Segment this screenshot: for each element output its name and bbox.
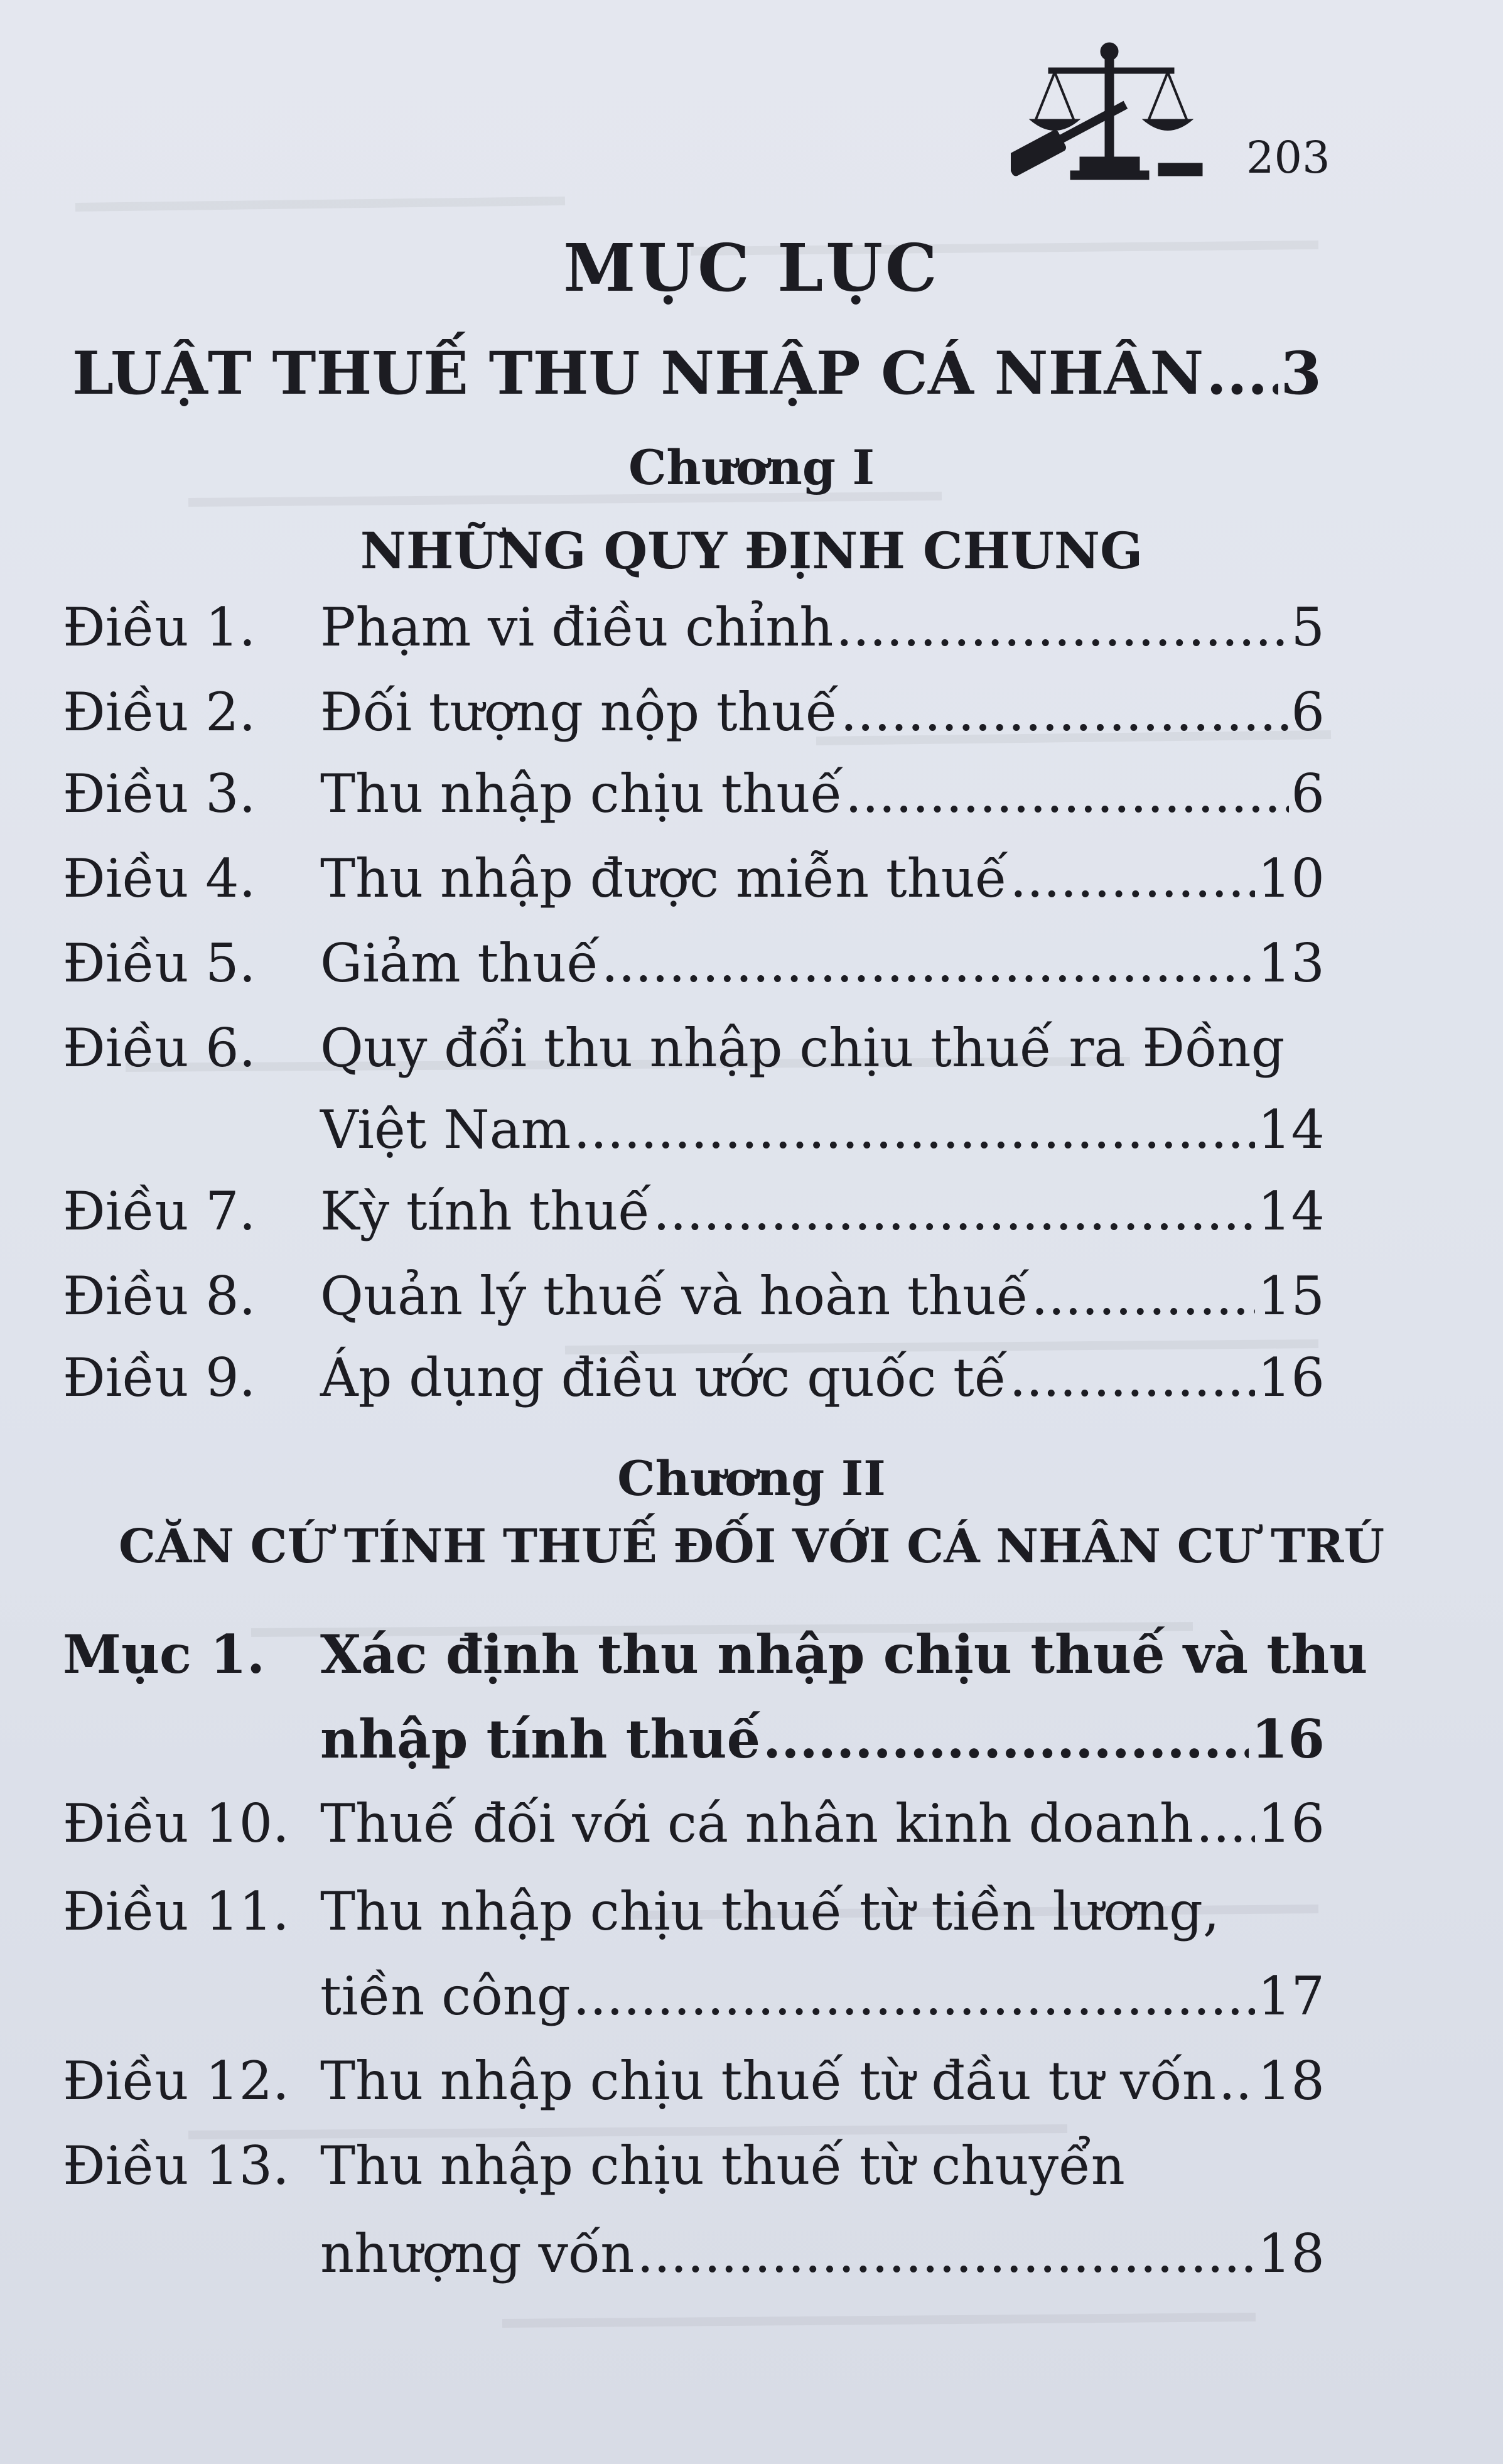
- section-page: 16: [1251, 1708, 1325, 1770]
- entry-label: Điều 6.: [63, 1017, 256, 1079]
- entry-title-cont: nhượng vốn: [320, 2223, 635, 2284]
- toc-entry[interactable]: [63, 597, 1325, 658]
- dot-leader: [1032, 1265, 1255, 1327]
- chapter-1-name: NHỮNG QUY ĐỊNH CHUNG: [360, 521, 1143, 580]
- toc-title: MỤC LỤC: [563, 229, 940, 306]
- toc-section-entry[interactable]: [63, 1623, 1368, 1685]
- toc-entry-continuation[interactable]: [63, 2223, 1325, 2284]
- chapter-1-number: Chương I: [628, 440, 875, 495]
- dot-leader: [601, 932, 1255, 994]
- entry-title-cont: Việt Nam: [320, 1099, 571, 1160]
- entry-title: Thu nhập được miễn thuế: [320, 848, 1008, 909]
- page-number: 203: [1246, 132, 1330, 183]
- dot-leader: [841, 681, 1289, 743]
- dot-leader: [836, 597, 1288, 658]
- section-title: Xác định thu nhập chịu thuế và thu: [320, 1623, 1368, 1685]
- entry-label: Điều 1.: [63, 597, 256, 658]
- entry-label: Điều 12.: [63, 2050, 289, 2112]
- dot-leader: [573, 1965, 1256, 2027]
- entry-label: Điều 7.: [63, 1181, 256, 1242]
- entry-label: Điều 11.: [63, 1881, 289, 1942]
- entry-page: 6: [1291, 763, 1325, 824]
- entry-label: Điều 8.: [63, 1265, 256, 1327]
- toc-entry[interactable]: [63, 2050, 1325, 2112]
- dot-leader: [845, 763, 1288, 824]
- entry-page: 16: [1258, 1793, 1325, 1854]
- entry-title: Phạm vi điều chỉnh: [320, 597, 834, 658]
- dot-leader: [573, 1099, 1255, 1160]
- toc-entry[interactable]: [63, 932, 1325, 994]
- entry-label: Điều 3.: [63, 763, 256, 824]
- toc-entry-continuation[interactable]: [63, 1965, 1325, 2027]
- dot-leader: [1219, 2050, 1255, 2112]
- dot-leader: [653, 1181, 1255, 1242]
- toc-law-title-row[interactable]: [72, 339, 1322, 408]
- toc-entry[interactable]: [63, 2135, 1325, 2197]
- scales-of-justice-icon: [1011, 38, 1224, 182]
- entry-title: Giảm thuế: [320, 932, 600, 994]
- entry-title: Thu nhập chịu thuế: [320, 763, 843, 824]
- entry-title: Thuế đối với cá nhân kinh doanh: [320, 1793, 1194, 1854]
- entry-label: Điều 5.: [63, 932, 256, 994]
- toc-entry[interactable]: [63, 1793, 1325, 1854]
- entry-page: 18: [1258, 2223, 1325, 2284]
- toc-entry[interactable]: [63, 1881, 1325, 1942]
- entry-title: Thu nhập chịu thuế từ tiền lương,: [320, 1881, 1220, 1942]
- toc-entry[interactable]: [63, 681, 1325, 743]
- dot-leader: [1010, 1347, 1256, 1408]
- entry-label: Điều 4.: [63, 848, 256, 909]
- entry-page: 17: [1258, 1965, 1325, 2027]
- dot-leader: [763, 1708, 1249, 1770]
- entry-page: 5: [1291, 597, 1325, 658]
- chapter-2-name: CĂN CỨ TÍNH THUẾ ĐỐI VỚI CÁ NHÂN CƯ TRÚ: [118, 1520, 1385, 1574]
- law-title-label: LUẬT THUẾ THU NHẬP CÁ NHÂN: [72, 339, 1204, 408]
- entry-label: Điều 13.: [63, 2135, 289, 2197]
- entry-title: Quy đổi thu nhập chịu thuế ra Đồng: [320, 1017, 1285, 1079]
- entry-title: Áp dụng điều ước quốc tế: [320, 1347, 1007, 1408]
- chapter-2-number: Chương II: [617, 1451, 886, 1506]
- toc-entry[interactable]: [63, 1181, 1325, 1242]
- dot-leader: [1010, 848, 1256, 909]
- entry-title: Thu nhập chịu thuế từ chuyển: [320, 2135, 1125, 2197]
- toc-section-continuation[interactable]: [63, 1708, 1325, 1770]
- entry-title: Quản lý thuế và hoàn thuế: [320, 1265, 1029, 1327]
- entry-page: 14: [1258, 1099, 1325, 1160]
- toc-entry[interactable]: [63, 763, 1325, 824]
- entry-title: Kỳ tính thuế: [320, 1181, 651, 1242]
- entry-page: 18: [1258, 2050, 1325, 2112]
- entry-page: 6: [1291, 681, 1325, 743]
- entry-title-cont: tiền công: [320, 1965, 571, 2027]
- toc-entry[interactable]: [63, 1265, 1325, 1327]
- entry-page: 14: [1258, 1181, 1325, 1242]
- entry-title: Thu nhập chịu thuế từ đầu tư vốn: [320, 2050, 1216, 2112]
- toc-entry[interactable]: [63, 1017, 1325, 1079]
- section-title-cont: nhập tính thuế: [320, 1708, 761, 1770]
- entry-page: 15: [1258, 1265, 1325, 1327]
- section-label: Mục 1.: [63, 1623, 266, 1685]
- entry-label: Điều 10.: [63, 1793, 289, 1854]
- toc-entry[interactable]: [63, 848, 1325, 909]
- dot-leader: [637, 2223, 1255, 2284]
- law-title-page: 3: [1280, 339, 1322, 408]
- entry-label: Điều 9.: [63, 1347, 256, 1408]
- entry-label: Điều 2.: [63, 681, 256, 743]
- entry-page: 13: [1258, 932, 1325, 994]
- dot-leader: [1196, 1793, 1255, 1854]
- dot-leader: [1206, 339, 1278, 408]
- entry-page: 10: [1258, 848, 1325, 909]
- toc-entry[interactable]: [63, 1347, 1325, 1408]
- entry-page: 16: [1258, 1347, 1325, 1408]
- toc-entry-continuation[interactable]: [63, 1099, 1325, 1160]
- entry-title: Đối tượng nộp thuế: [320, 681, 838, 743]
